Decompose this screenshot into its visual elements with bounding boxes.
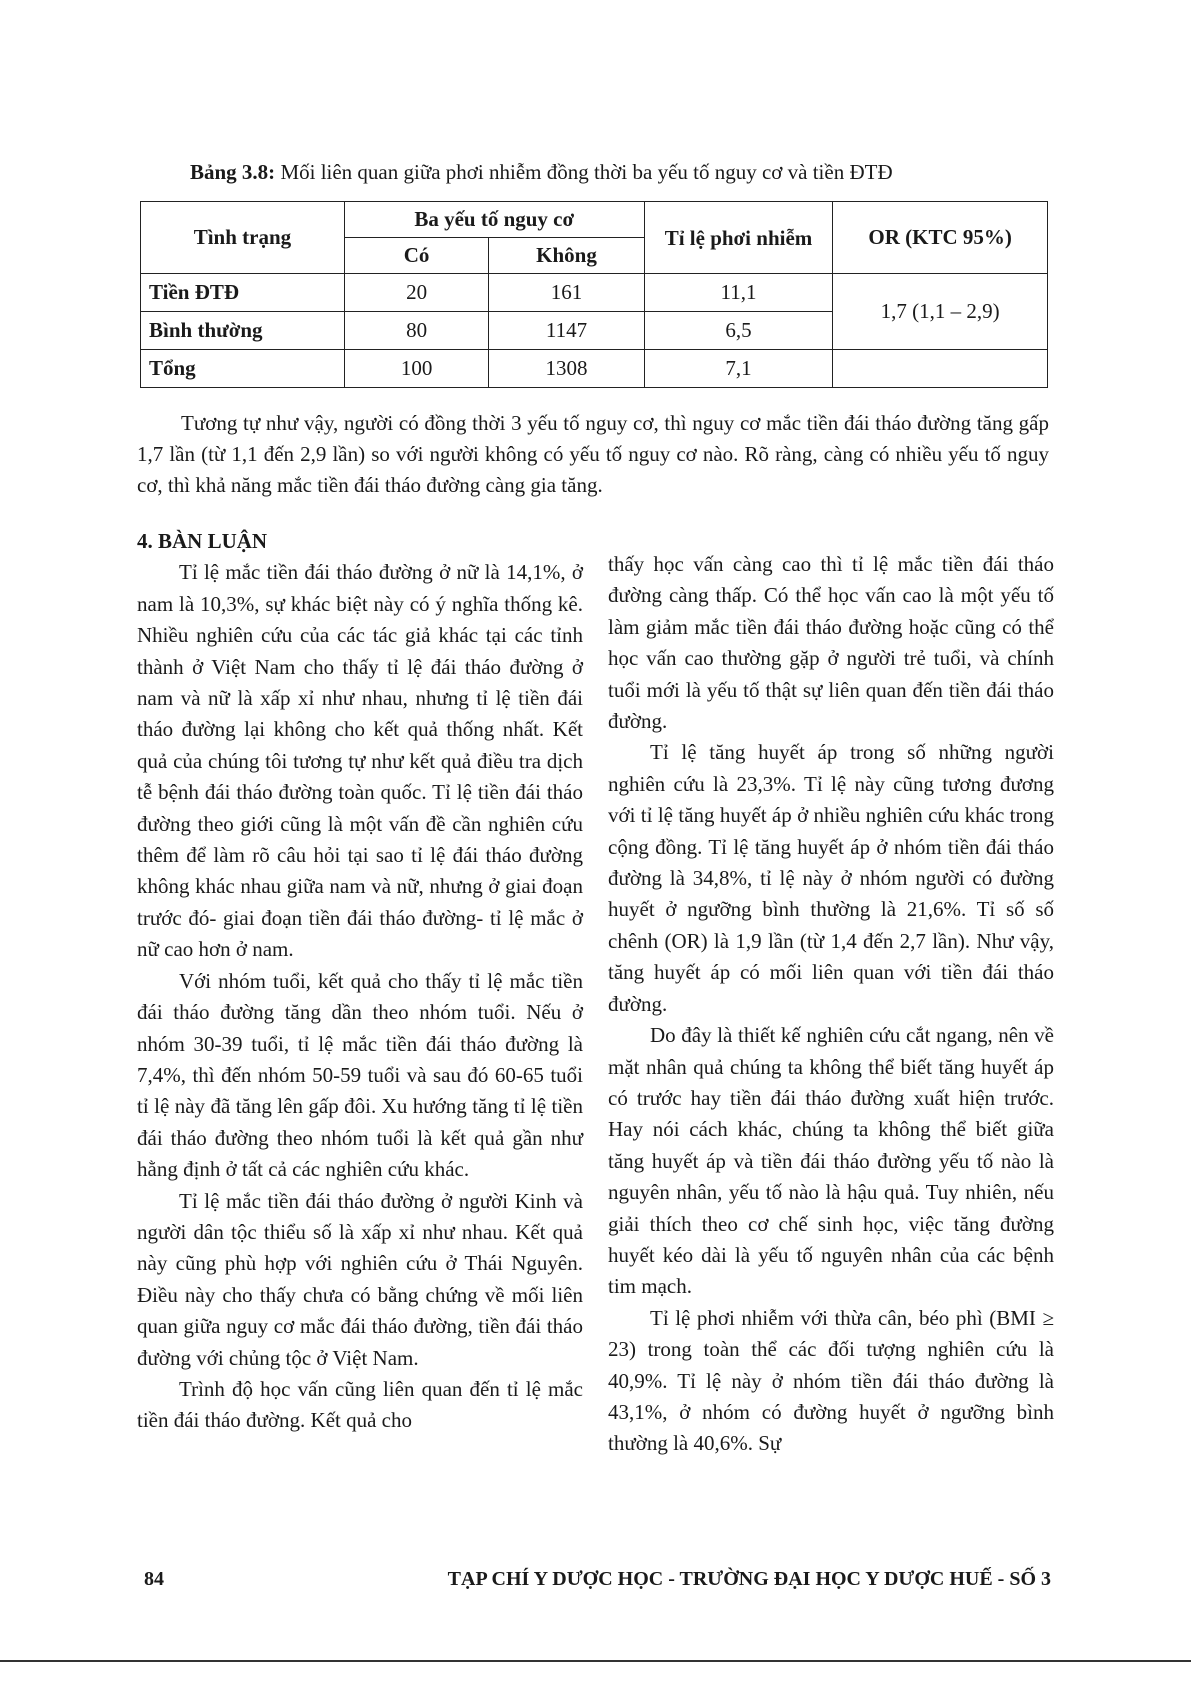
table-caption xyxy=(190,158,1070,186)
row-label: Bình thường xyxy=(141,312,345,350)
bottom-rule xyxy=(0,1660,1191,1662)
cell-yes: 80 xyxy=(344,312,489,350)
body-paragraph: Tỉ lệ mắc tiền đái tháo đường ở người Kinh và người dân tộc thiểu số là xấp xỉ như nhau. Kết quả này cũng phù hợp với nghiên cứu ở Thái Nguyên. Điều này cho thấy chưa có bằng chứng về mối liên quan giữa nguy cơ mắc đái tháo đường, tiền đái tháo đường với chủng tộc ở Việt Nam. xyxy=(137,1188,583,1370)
table-caption-text: Mối liên quan giữa phơi nhiễm đồng thời ba yếu tố nguy cơ và tiền ĐTĐ xyxy=(275,160,893,184)
section-heading: 4. BÀN LUẬN xyxy=(137,529,268,553)
right-column xyxy=(608,549,1054,1460)
header-status: Tình trạng xyxy=(141,202,345,274)
header-group: Ba yếu tố nguy cơ xyxy=(344,202,644,238)
body-paragraph: Do đây là thiết kế nghiên cứu cắt ngang, nên về mặt nhân quả chúng ta không thể biết tăng huyết áp có trước hay tiền đái tháo đường xuất hiện trước. Hay nói cách khác, chúng ta không thể biết giữa tăng huyết áp và tiền đái tháo đường yếu tố nào là nguyên nhân, yếu tố nào là hậu quả. Tuy nhiên, nếu giải thích theo cơ chế sinh học, việc tăng đường huyết kéo dài là yếu tố nguyên nhân của các bệnh tim mạch. xyxy=(608,1023,1054,1299)
row-label: Tổng xyxy=(141,350,345,388)
table-caption-label: Bảng 3.8: xyxy=(190,160,276,184)
body-paragraph: Với nhóm tuổi, kết quả cho thấy tỉ lệ mắc tiền đái tháo đường tăng dần theo nhóm tuổi. Nếu ở nhóm 30-39 tuổi, tỉ lệ mắc tiền đái tháo đường là 7,4%, thì đến nhóm 50-59 tuổi và sau đó 60-65 tuổi tỉ lệ này đã tăng lên gấp đôi. Xu hướng tăng tỉ lệ tiền đái tháo đường theo nhóm tuổi là kết quả gần như hằng định ở tất cả các nghiên cứu khác. xyxy=(137,968,583,1182)
cell-rate: 7,1 xyxy=(644,350,833,388)
body-paragraph: Tỉ lệ tăng huyết áp trong số những người nghiên cứu là 23,3%. Tỉ lệ này cũng tương đương với tỉ lệ tăng huyết áp ở nhiều nghiên cứu khác trong cộng đồng. Tỉ lệ tăng huyết áp ở nhóm tiền đái tháo đường là 34,8%, tỉ lệ này ở nhóm người có đường huyết ở ngưỡng bình thường là 21,6%. Tỉ số số chênh (OR) là 1,9 lần (từ 1,4 đến 2,7 lần). Như vậy, tăng huyết áp có mối liên quan với tiền đái tháo đường. xyxy=(608,740,1054,1016)
header-or: OR (KTC 95%) xyxy=(833,202,1048,274)
body-paragraph: Trình độ học vấn cũng liên quan đến tỉ lệ mắc tiền đái tháo đường. Kết quả cho xyxy=(137,1376,583,1433)
cell-no: 161 xyxy=(489,274,644,312)
header-rate: Tỉ lệ phơi nhiễm xyxy=(644,202,833,274)
cell-no: 1147 xyxy=(489,312,644,350)
row-label: Tiền ĐTĐ xyxy=(141,274,345,312)
cell-yes: 100 xyxy=(344,350,489,388)
body-paragraph: Tỉ lệ phơi nhiễm với thừa cân, béo phì (BMI ≥ 23) trong toàn thể các đối tượng nghiên cứu là 40,9%. Tỉ lệ này ở nhóm tiền đái tháo đường là 43,1%, ở nhóm có đường huyết ở ngưỡng bình thường là 40,6%. Sự xyxy=(608,1305,1054,1456)
cell-or-empty xyxy=(833,350,1048,388)
table-row xyxy=(141,350,1048,388)
left-column xyxy=(137,526,583,1437)
body-paragraph: thấy học vấn càng cao thì tỉ lệ mắc tiền đái tháo đường càng thấp. Có thể học vấn cao là một yếu tố làm giảm mắc tiền đái tháo đường hoặc cũng có thể học vấn cao thường gặp ở người trẻ tuổi, và chính tuổi mới là yếu tố thật sự liên quan đến tiền đái tháo đường. xyxy=(608,552,1054,734)
cell-rate: 11,1 xyxy=(644,274,833,312)
header-yes: Có xyxy=(344,238,489,274)
cell-no: 1308 xyxy=(489,350,644,388)
cell-yes: 20 xyxy=(344,274,489,312)
cell-rate: 6,5 xyxy=(644,312,833,350)
body-paragraph: Tỉ lệ mắc tiền đái tháo đường ở nữ là 14,1%, ở nam là 10,3%, sự khác biệt này có ý nghĩa thống kê. Nhiều nghiên cứu của các tác giả khác tại các tỉnh thành ở Việt Nam cho thấy tỉ lệ đái tháo đường ở nam và nữ là xấp xỉ như nhau, nhưng tỉ lệ tiền đái tháo đường lại không cho kết quả thống nhất. Kết quả của chúng tôi tương tự như kết quả điều tra dịch tễ bệnh đái tháo đường toàn quốc. Tỉ lệ tiền đái tháo đường theo giới cũng là một vấn đề cần nghiên cứu thêm để làm rõ câu hỏi tại sao tỉ lệ đái tháo đường không khác nhau giữa nam và nữ, nhưng ở giai đoạn trước đó- giai đoạn tiền đái tháo đường- tỉ lệ mắc ở nữ cao hơn ở nam. xyxy=(137,560,583,962)
cell-or: 1,7 (1,1 – 2,9) xyxy=(833,274,1048,350)
risk-factor-table xyxy=(140,201,1048,388)
page-number: 84 xyxy=(144,1568,164,1590)
table-row xyxy=(141,274,1048,312)
journal-name: TẠP CHÍ Y DƯỢC HỌC - TRƯỜNG ĐẠI HỌC Y DƯỢC HUẾ - SỐ 3 xyxy=(447,1568,1051,1590)
header-no: Không xyxy=(489,238,644,274)
intro-paragraph: Tương tự như vậy, người có đồng thời 3 yếu tố nguy cơ, thì nguy cơ mắc tiền đái tháo đường tăng gấp 1,7 lần (từ 1,1 đến 2,9 lần) so với người không có yếu tố nguy cơ nào. Rõ ràng, càng có nhiều yếu tố nguy cơ, thì khả năng mắc tiền đái tháo đường càng gia tăng. xyxy=(137,411,1049,497)
